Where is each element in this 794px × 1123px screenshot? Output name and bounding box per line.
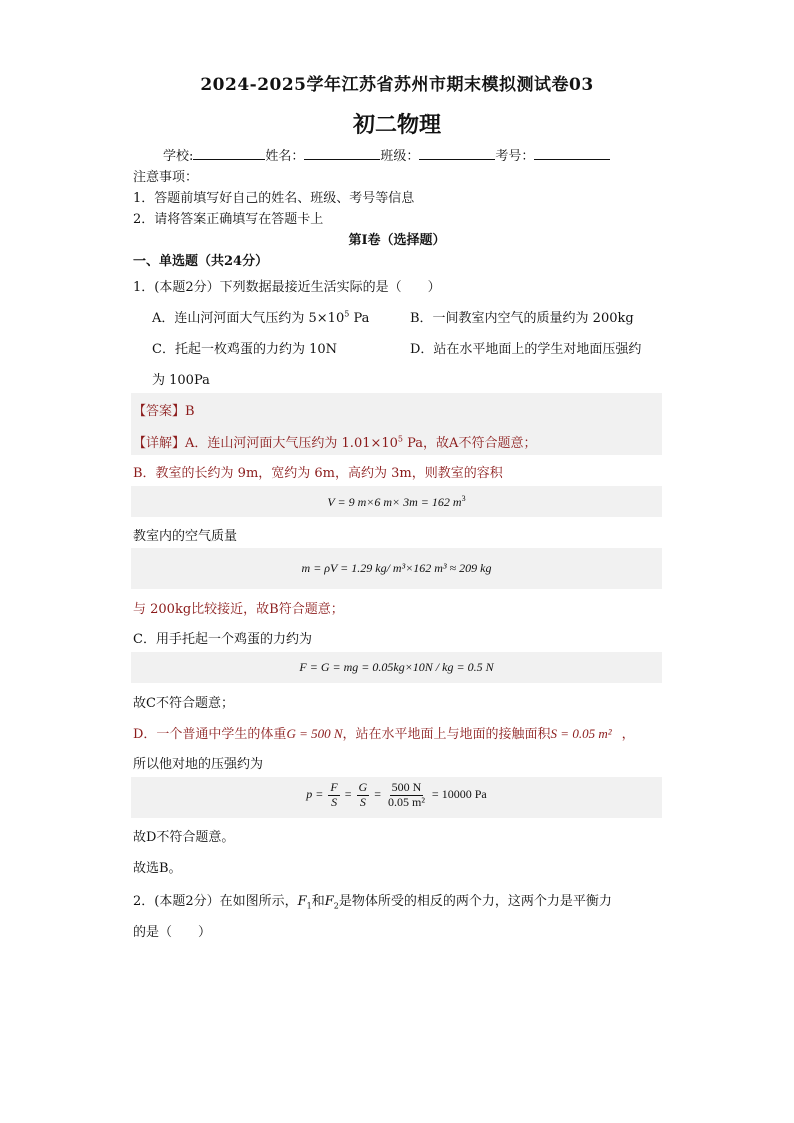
formula-force: F = G = mg = 0.05kg×10N / kg = 0.5 N [299,660,494,674]
q1-final: 故选B。 [133,861,182,876]
q1-stem: 1．(本题2分）下列数据最接近生活实际的是（ ） [133,280,441,295]
class-label: 班级： [380,149,420,164]
q2-stem-line1: 2．(本题2分）在如图所示，$F_1$和$F_2$是物体所受的相反的两个力，这两个力是平衡力 [133,894,612,911]
q1-option-d-line1: D．站在水平地面上的学生对地面压强约 [410,342,642,357]
school-blank [193,147,265,160]
volume-title: 第I卷（选择题） [348,233,446,248]
q1-detail-a: 【详解】A．连山河河面大气压约为 $1.01\times 10^5$ Pa，故A不符合题意； [133,434,537,451]
q1-b-conclusion: 与 200kg比较接近，故B符合题意； [133,602,344,617]
class-blank [419,147,495,160]
exam-no-label: 考号： [495,149,535,164]
pressure-text: 所以他对地的压强约为 [133,757,264,772]
student-info-line [163,145,610,164]
exam-title: 2024-2025学年江苏省苏州市期末模拟测试卷03 [200,75,594,95]
formula-pressure: p = $\frac{F}{S}$ = $\frac{G}{S}$ = $\frac{500 N}{\text{0.05 m²}}$ = 10000 Pa [306,780,487,809]
q1-c-conclusion: 故C不符合题意； [133,696,234,711]
part-title: 一、单选题（共24分） [133,254,269,269]
subject-title: 初二物理 [352,112,441,138]
q1-option-a: A．连山河河面大气压约为 $5\times 10^5$ Pa [152,309,370,326]
q1-answer: 【答案】B [133,404,195,419]
q1-option-d-line2: 为 100Pa [152,373,210,388]
q1-detail-b: B．教室的长约为 9m，宽约为 6m，高约为 3m，则教室的容积 [133,466,503,481]
q1-option-b: B．一间教室内空气的质量约为 200kg [410,311,634,326]
q1-d-conclusion: 故D不符合题意。 [133,830,235,845]
notes-item-2: 2．请将答案正确填写在答题卡上 [133,212,324,227]
notes-heading: 注意事项： [133,170,199,185]
q1-option-c: C．托起一枚鸡蛋的力约为 10N [152,342,337,357]
air-mass-text: 教室内的空气质量 [133,529,238,544]
notes-item-1: 1．答题前填写好自己的姓名、班级、考号等信息 [133,191,415,206]
formula-volume: V = 9 m×6 m× 3m = 162 $m^3$ [327,494,466,509]
name-label: 姓名： [265,149,305,164]
school-label: 学校: [163,149,194,164]
exam-no-blank [534,147,610,160]
q1-detail-d: D．一个普通中学生的体重G = 500 N，站在水平地面上与地面的接触面积S = 0.05 m² ， [133,726,635,742]
formula-mass: m = ρV = 1.29 kg/ m³×162 m³ ≈ 209 kg [301,561,492,575]
q1-detail-c: C．用手托起一个鸡蛋的力约为 [133,632,312,647]
q2-stem-line2: 的是（ ） [133,925,212,940]
name-blank [304,147,380,160]
